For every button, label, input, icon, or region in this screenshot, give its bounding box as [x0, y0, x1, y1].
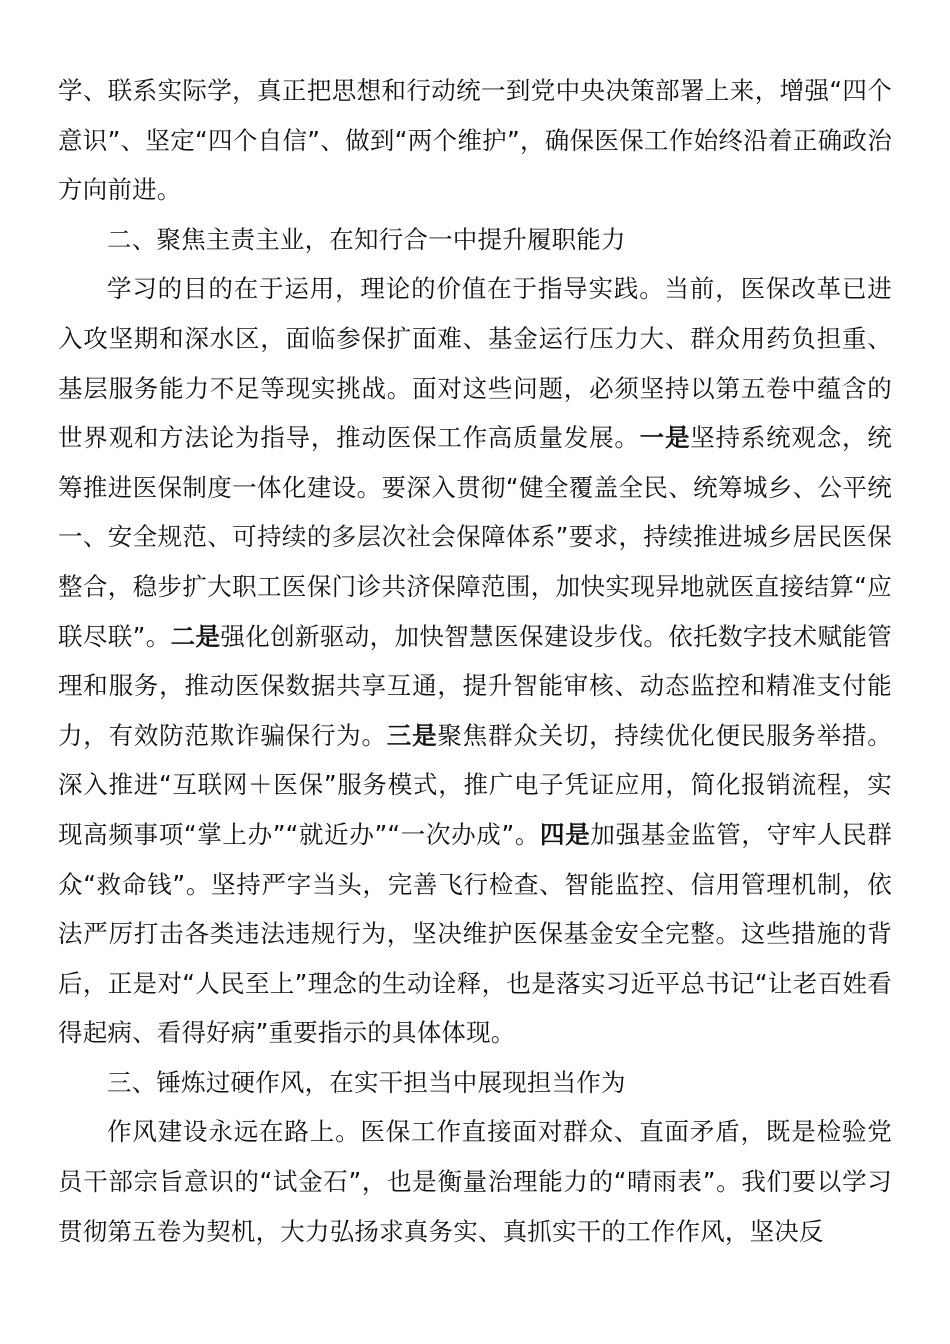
section-heading-2: 二、聚焦主责主业，在知行合一中提升履职能力	[107, 224, 626, 254]
point-text-3: 聚焦群众关切，持续优化便民服务举措。深入推进“互联网＋医保”服务模式，推广电子凭证应用，简化报销流程，实现高频事项“掌上办”“就近办”“一次办成”。	[58, 720, 893, 849]
paragraph-section-3: 作风建设永远在路上。医保工作直接面对群众、直面矛盾，既是检验党员干部宗旨意识的“试金石”，也是衡量治理能力的“晴雨表”。我们要以学习贯彻第五卷为契机，大力弘扬求真务实、真抓实干的工作作风，坚决反	[58, 1117, 892, 1246]
section-heading-3: 三、锤炼过硬作风，在实干担当中展现担当作为	[107, 1067, 626, 1097]
paragraph-continued: 学、联系实际学，真正把思想和行动统一到党中央决策部署上来，增强“四个意识”、坚定“四个自信”、做到“两个维护”，确保医保工作始终沿着正确政治方向前进。	[58, 76, 892, 205]
point-marker-4: 四是	[540, 819, 591, 849]
point-marker-2: 二是	[170, 621, 221, 651]
point-text-1: 坚持系统观念，统筹推进医保制度一体化建设。要深入贯彻“健全覆盖全民、统筹城乡、公平统一、安全规范、可持续的多层次社会保障体系”要求，持续推进城乡居民医保整合，稳步扩大职工医保门诊共济保障范围，加快实现异地就医直接结算“应联尽联”。	[58, 423, 892, 651]
point-text-4: 加强基金监管，守牢人民群众“救命钱”。坚持严字当头，完善飞行检查、智能监控、信用管理机制，依法严厉打击各类违法违规行为，坚决维护医保基金安全完整。这些措施的背后，正是对“人民至上”理念的生动诠释，也是落实习近平总书记“让老百姓看得起病、看得好病”重要指示的具体体现。	[58, 819, 892, 1048]
point-marker-3: 三是	[386, 720, 438, 750]
document-body	[58, 66, 892, 1256]
paragraph-intro: 学习的目的在于运用，理论的价值在于指导实践。当前，医保改革已进入攻坚期和深水区，面临参保扩面难、基金运行压力大、群众用药负担重、基层服务能力不足等现实挑战。面对这些问题，必须坚持以第五卷中蕴含的世界观和方法论为指导，推动医保工作高质量发展。	[58, 274, 892, 453]
point-marker-1: 一是	[639, 423, 691, 453]
point-text-2: 强化创新驱动，加快智慧医保建设步伐。依托数字技术赋能管理和服务，推动医保数据共享互通，提升智能审核、动态监控和精准支付能力，有效防范欺诈骗保行为。	[58, 621, 892, 750]
paragraph-section-2	[58, 264, 892, 1058]
